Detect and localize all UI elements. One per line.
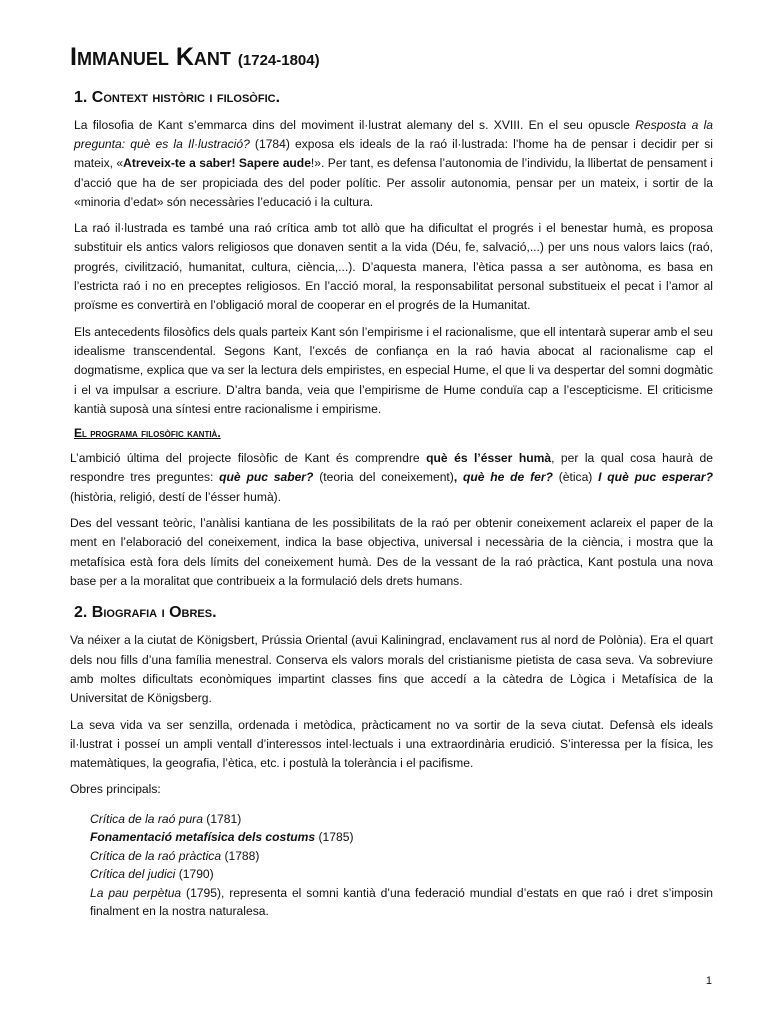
- work-item: Crítica del judici (1790): [90, 867, 214, 882]
- title-years: (1724-1804): [237, 52, 320, 69]
- section1-paragraph-1: La filosofia de Kant s’emmarca dins del moviment il·lustrat alemany del s. XVIII. En el seu opuscle Resposta a la pregunta: què es la Il·lustració? (1784) exposa els ideals de la raó il·lustrada: l’home ha de pensar i decidir per si mateix, «Atreveix-te a saber! Sapere aude!». Per tant, es defensa l’autonomia de l’individu, la llibertat de pensament i d’acció que ha de ser propiciada des del poder polític. Per assolir autonomia, pensar per un mateix, i sortir de la «minoria d’edat» són necessàries l’educació i la cultura.: [74, 117, 714, 209]
- document-page: [70, 44, 713, 921]
- works-intro: Obres principals:: [70, 782, 161, 797]
- section2-heading: 2. Biografia i Obres.: [74, 604, 217, 622]
- works-list: [90, 810, 713, 921]
- section1-paragraph-3: Els antecedents filosòfics dels quals parteix Kant són l’empirisme i el racionalisme, que ell intentarà superar amb el seu idealisme transcendental. Segons Kant, l’excés de confiança en la raó havia abocat al racionalisme cap el dogmatisme, explica que va ser la lectura dels empiristes, en especial Hume, el que li va despertar del somni dogmàtic i el va impulsar a escriure. D’altra banda, veia que l’empirisme de Hume conduïa cap a l’escepticisme. El criticisme kantià suposà una síntesi entre racionalisme i empirisme.: [74, 324, 713, 416]
- work-item: Crítica de la raó pura (1781): [90, 811, 242, 826]
- title-name: Immanuel Kant: [70, 43, 231, 71]
- program-heading: El programa filosòfic kantià.: [74, 426, 221, 441]
- work-item: Fonamentació metafísica dels costums (1785): [90, 830, 354, 845]
- section2-paragraph-1: Va néixer a la ciutat de Königsbert, Prússia Oriental (avui Kaliningrad, enclavament rus al nord de Polònia). Era el quart dels nou fills d’una família menestral. Conserva els valors morals del cristianisme pietista de casa seva. Va sobreviure amb moltes dificultats econòmiques impartint classes fins que accedí a la càtedra de Lògica i Metafísica de la Universitat de Königsberg.: [70, 633, 713, 706]
- program-paragraph-1: L’ambició última del projecte filosòfic de Kant és comprendre què és l’ésser humà, per la qual cosa haurà de respondre tres preguntes: què puc saber? (teoria del coneixement), què he de fer? (ètica) I què puc esperar? (història, religió, destí de l’ésser humà).: [70, 451, 713, 504]
- section2-paragraph-2: La seva vida va ser senzilla, ordenada i metòdica, pràcticament no va sortir de la seva ciutat. Defensà els ideals il·lustrat i posseí un ampli ventall d’interessos intel·lectuals i una extraordinària erudició. S’interessa per la física, les matemàtiques, la geografia, l’ètica, etc. i postulà la tolerància i el pacifisme.: [70, 717, 713, 771]
- program-paragraph-2: Des del vessant teòric, l’anàlisi kantiana de les possibilitats de la raó per obtenir coneixement aclareix el paper de la ment en l’elaboració del coneixement, indica la base objectiva, universal i necessària de la ciència, i mostra que la metafísica està fora dels límits del coneixement humà. Des de la vessant de la raó pràctica, Kant postula una nova base per a la moralitat que contribueix a la formulació dels drets humans.: [70, 516, 713, 588]
- work-item: Crítica de la raó pràctica (1788): [90, 848, 260, 863]
- section1-paragraph-2: La raó il·lustrada es també una raó crítica amb tot allò que ha dificultat el progrés i el benestar humà, es proposa substituir els antics valors religiosos que donaven sentit a la vida (Déu, fe, salvació,...) per uns nous valors laics (raó, progrés, civilització, humanitat, cultura, ciència,...). D’aquesta manera, l’ètica passa a ser autònoma, es basa en l’estricta raó i no en preceptes religiosos. En l’acció moral, la responsabilitat personal substitueix el pecat i l’amor al proïsme es convertirà en l’obligació moral de cooperar en el progrés de la Humanitat.: [74, 221, 713, 313]
- section1-heading: 1. Context històric i filosòfic.: [74, 88, 281, 106]
- work-item: La pau perpètua (1795), representa el somni kantià d’una federació mundial d’estats en que raó i dret s’imposin finalment en la nostra naturalesa.: [90, 885, 713, 919]
- page-number: 1: [705, 975, 712, 987]
- page-title: [70, 44, 713, 72]
